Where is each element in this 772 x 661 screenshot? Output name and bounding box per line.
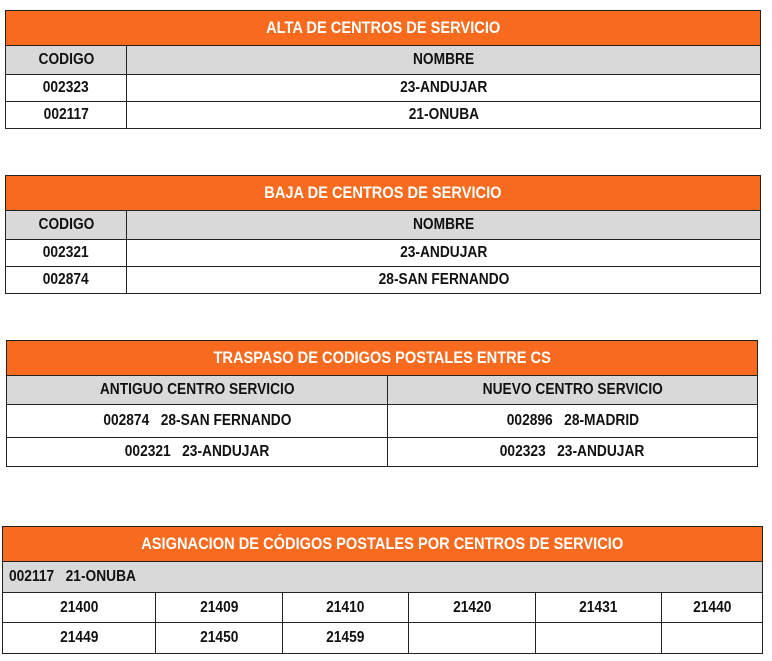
codigo-postal-cell: 21400 bbox=[3, 593, 156, 623]
alta-nombre-cell: 21-ONUBA bbox=[127, 102, 761, 129]
baja-header-codigo: CODIGO bbox=[6, 211, 127, 240]
table-row bbox=[7, 405, 758, 438]
codigo-postal-cell: 21409 bbox=[156, 593, 283, 623]
traspaso-header-antiguo: ANTIGUO CENTRO SERVICIO bbox=[7, 376, 388, 405]
alta-header-codigo: CODIGO bbox=[6, 46, 127, 75]
traspaso-nuevo-cell: 002323 23-ANDUJAR bbox=[388, 438, 758, 467]
alta-header-nombre: NOMBRE bbox=[127, 46, 761, 75]
table-row bbox=[6, 102, 761, 129]
traspaso-header-nuevo: NUEVO CENTRO SERVICIO bbox=[388, 376, 758, 405]
codigo-postal-cell bbox=[662, 623, 763, 654]
traspaso-nuevo-cell: 002896 28-MADRID bbox=[388, 405, 758, 438]
alta-codigo-cell: 002323 bbox=[6, 75, 127, 102]
codigo-postal-cell bbox=[409, 623, 536, 654]
codigo-postal-cell: 21431 bbox=[536, 593, 662, 623]
alta-table bbox=[5, 10, 761, 129]
alta-codigo-cell: 002117 bbox=[6, 102, 127, 129]
baja-table bbox=[5, 175, 761, 294]
alta-nombre-cell: 23-ANDUJAR bbox=[127, 75, 761, 102]
table-row bbox=[3, 623, 763, 654]
table-row bbox=[3, 593, 763, 623]
table-row bbox=[6, 240, 761, 267]
table-row bbox=[6, 267, 761, 294]
baja-title: BAJA DE CENTROS DE SERVICIO bbox=[6, 176, 761, 211]
codigo-postal-cell bbox=[536, 623, 662, 654]
baja-header-nombre: NOMBRE bbox=[127, 211, 761, 240]
codigo-postal-cell: 21440 bbox=[662, 593, 763, 623]
codigo-postal-cell: 21459 bbox=[283, 623, 409, 654]
traspaso-title: TRASPASO DE CODIGOS POSTALES ENTRE CS bbox=[7, 341, 758, 376]
asignacion-title: ASIGNACION DE CÓDIGOS POSTALES POR CENTROS DE SERVICIO bbox=[3, 527, 763, 562]
codigo-postal-cell: 21450 bbox=[156, 623, 283, 654]
codigo-postal-cell: 21449 bbox=[3, 623, 156, 654]
baja-codigo-cell: 002874 bbox=[6, 267, 127, 294]
traspaso-table bbox=[6, 340, 758, 467]
table-row bbox=[7, 438, 758, 467]
traspaso-antiguo-cell: 002321 23-ANDUJAR bbox=[7, 438, 388, 467]
asignacion-centro: 002117 21-ONUBA bbox=[3, 562, 763, 593]
baja-codigo-cell: 002321 bbox=[6, 240, 127, 267]
table-row bbox=[6, 75, 761, 102]
baja-nombre-cell: 28-SAN FERNANDO bbox=[127, 267, 761, 294]
alta-title: ALTA DE CENTROS DE SERVICIO bbox=[6, 11, 761, 46]
asignacion-table bbox=[2, 526, 763, 654]
traspaso-antiguo-cell: 002874 28-SAN FERNANDO bbox=[7, 405, 388, 438]
codigo-postal-cell: 21410 bbox=[283, 593, 409, 623]
codigo-postal-cell: 21420 bbox=[409, 593, 536, 623]
baja-nombre-cell: 23-ANDUJAR bbox=[127, 240, 761, 267]
